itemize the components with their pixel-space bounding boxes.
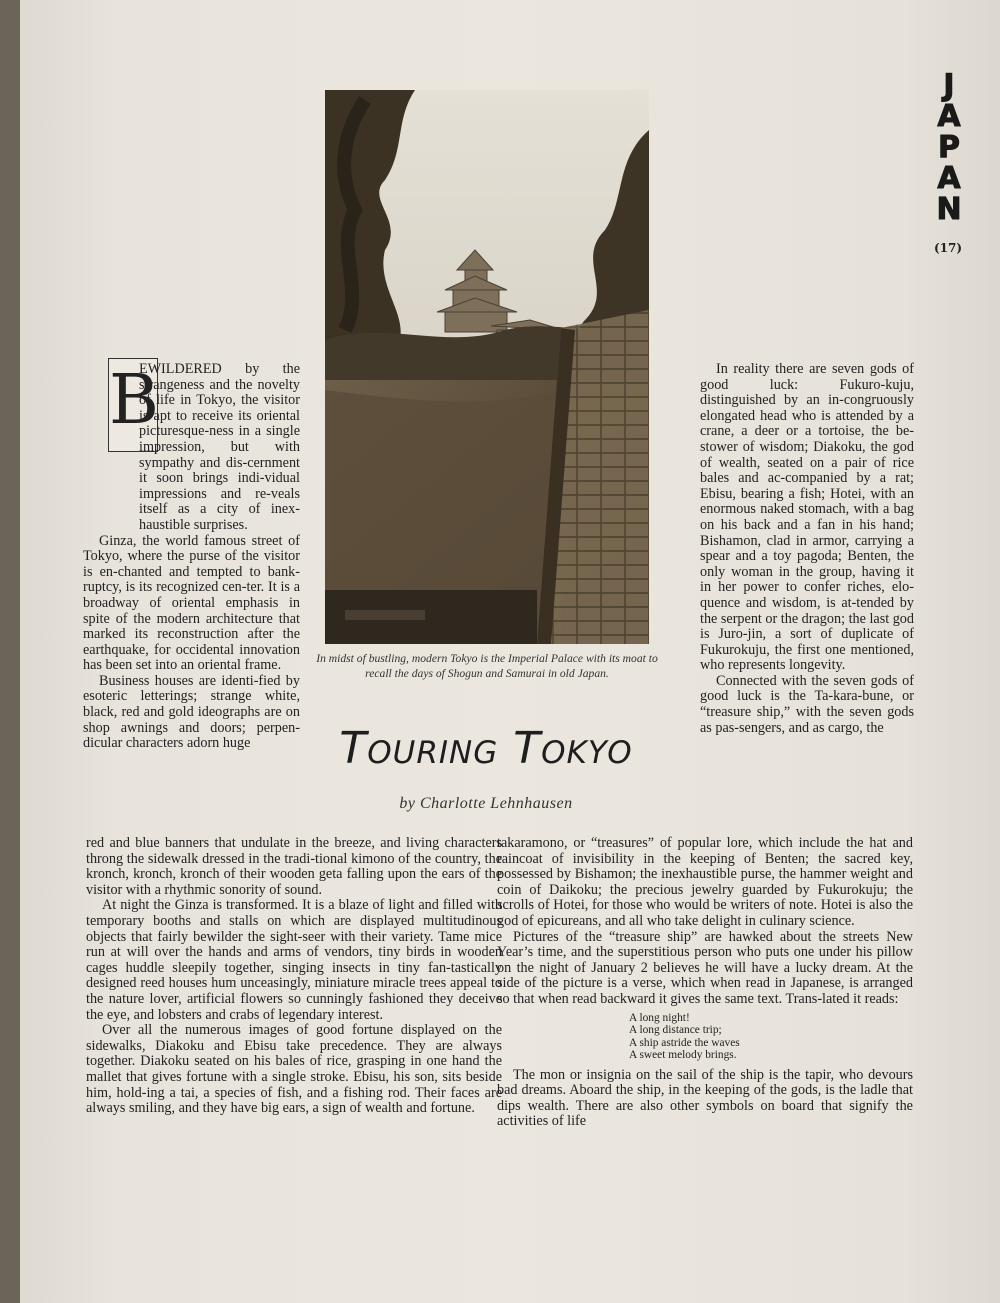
poem-line: A long distance trip; [629,1024,722,1037]
masthead-letter: N [936,192,962,227]
paragraph: The mon or insignia on the sail of the ship is the tapir, who devours bad dreams. Aboard the ship, in the keeping of the gods, is the ladle that dips wealth. There are also other symbols on board that signify the activities of life [497,1066,913,1130]
masthead-letter: J [943,68,955,103]
drop-cap-letter: B [109,361,159,440]
palace-illustration [325,90,649,644]
paragraph: takaramono, or “treasures” of popular lore, which include the hat and raincoat of invisibility in the keeping of Benten; the sacred key, possessed by Bishamon; the inexhaustible purse, the hammer weight and coin of Daikoku; the precious jewelry guarded by Fukurokuju; the scrolls of Hotei, for those who would be writers of note. Hotei is also the god of epicureans, and all who take delight in culinary science. [497,835,913,929]
masthead-letter: A [937,99,961,134]
poem [497,1012,913,1062]
imperial-palace-photo [325,90,649,644]
photo-caption: In midst of bustling, modern Tokyo is the Imperial Palace with its moat to recall the days of Shogun and Samurai in old Japan. [316,652,658,680]
paragraph: At night the Ginza is transformed. It is a blaze of light and filled with temporary booths and stalls on which are displayed multitudinous objects that fairly bewilder the sight-seer with their variety. Tame mice run at will over the hands and arms of vendors, tiny birds in wooden cages huddle sleepily together, singing insects in tiny fan-tastically designed reed houses hum unceasingly, miniature miracle trees appeal to the nature lover, artificial flowers so cunningly fashioned they deceive the eye, and lobsters and crabs of legendary interest. [86,897,502,1023]
poem-line: A ship astride the waves [629,1036,740,1049]
poem-line: A sweet melody brings. [629,1049,737,1062]
page-number: (17) [933,241,963,255]
right-column [700,362,914,736]
masthead-japan [922,70,976,225]
lower-left-column [86,836,502,1117]
paragraph: Over all the numerous images of good fortune displayed on the sidewalks, Diakoku and Ebisu take precedence. They are always together. Diakoku seated on his bales of rice, grasping in one hand the mallet that gives fortune with a single stroke. Ebisu, his son, sits beside him, hold-ing a tai, a species of fish, and a fishing rod. Their faces are always smiling, and they have big ears, a sign of wealth and fortune. [86,1022,502,1117]
lower-right-column [497,836,913,1130]
paragraph: In reality there are seven gods of good luck: Fukuro-kuju, distinguished by an in-congruously elongated head who is attended by a crane, a deer or a tortoise, the be-stower of wisdom; Diakoku, the god of wealth, seated on a pair of rice bales and ac-companied by a rat; Ebisu, bearing a fish; Hotei, with an enormous naked stomach, with a bag on his back and a fan in his hand; Bishamon, clad in armor, carrying a spear and a toy pagoda; Benten, the only woman in the group, having it in her power to confer riches, elo-quence and wisdom, is at-tended by the serpent or the dragon; the last god is Juro-jin, a sort of duplicate of Fukurokuju, the first one mentioned, who represents longevity. [700,361,914,674]
poem-line: A long night! [629,1011,690,1024]
paragraph: red and blue banners that undulate in the breeze, and living characters throng the sidewalk dressed in the tradi-tional kimono of the country, the kronch, kronch, kronch of their wooden geta falling upon the ears of the visitor with a rhythmic sonority of sound. [86,835,502,898]
paragraph: Pictures of the “treasure ship” are hawked about the streets New Year’s time, and the superstitious person who puts one under his pillow on the night of January 2 believes he will have a lucky dream. At the side of the picture is a verse, which when read in Japanese, is arranged so that when read backward it gives the same text. Trans-lated it reads: [497,928,913,1007]
magazine-page [20,0,1000,1303]
paragraph: Ginza, the world famous street of Tokyo, where the purse of the visitor is en-chanted and tempted to bank-ruptcy, is its recognized cen-ter. It is a broadway of oriental emphasis in spite of the modern architecture that marked its reconstruction after the earthquake, for occidental innovation has been set into an oriental frame. [83,532,300,674]
intro-wrap [83,362,300,534]
article-byline: by Charlotte Lehnhausen [399,795,573,812]
masthead-letter: P [938,130,960,165]
left-column [83,362,300,752]
intro-paragraph: EWILDERED by the strangeness and the novelty of life in Tokyo, the visitor is apt to receive its oriental picturesque-ness in a single impression, but with sympathy and dis-cernment it soon brings indi-vidual impressions and re-veals itself as a city of inex-haustible surprises. [139,361,300,533]
masthead-letter: A [937,161,961,196]
paragraph: Business houses are identi-fied by esoteric letterings; strange white, black, red and gold ideographs are on shop awnings and doors; perpen-dicular characters adorn huge [83,672,300,752]
article-title: Touring Tokyo [339,723,633,774]
paragraph: Connected with the seven gods of good luck is the Ta-kara-bune, or “treasure ship,” with the seven gods as pas-sengers, and as cargo, the [700,672,914,736]
